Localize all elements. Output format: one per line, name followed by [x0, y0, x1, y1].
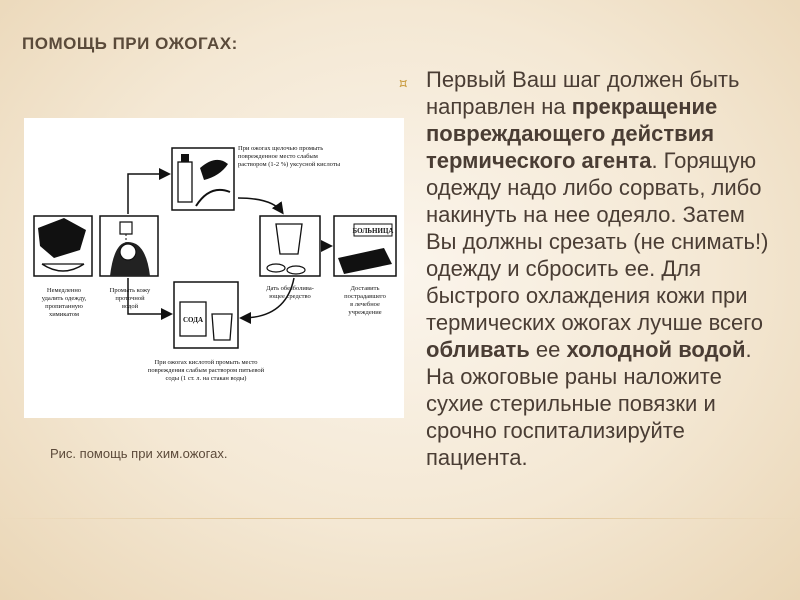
svg-text:повреждения слабым раствором п: повреждения слабым раствором питьевой: [147, 367, 265, 374]
bottle-icon: [178, 162, 192, 202]
bullet-text: [426, 66, 778, 471]
svg-text:удалить одежду,: удалить одежду,: [41, 295, 87, 302]
svg-text:поврежденное место слабым: поврежденное место слабым: [238, 153, 318, 160]
svg-text:При ожогах кислотой промыть ме: При ожогах кислотой промыть место: [154, 359, 258, 366]
pill-icon: [287, 266, 305, 274]
svg-text:проточной: проточной: [115, 295, 145, 302]
bullet-segment: . На ожоговые раны наложите сухие стерильные повязки и срочно госпитализируйте пациента.: [426, 337, 752, 470]
bullet-emphasis: прекращение повреждающего действия термического агента: [426, 94, 718, 173]
svg-text:Дать обезболива-: Дать обезболива-: [266, 285, 314, 292]
arrow-rinse-to-alkali: [128, 174, 168, 214]
label-remove-clothes: [42, 287, 87, 318]
label-acid: [148, 359, 265, 382]
bullet-icon: ⯏: [398, 75, 409, 91]
svg-text:пропитанную: пропитанную: [45, 303, 83, 310]
bullet-emphasis: обливать: [426, 337, 530, 362]
bullet-block: [398, 66, 778, 471]
figure-caption: Рис. помощь при хим.ожогах.: [50, 446, 228, 461]
svg-text:При ожогах щелочью промыть: При ожогах щелочью промыть: [238, 145, 324, 152]
svg-text:учреждение: учреждение: [348, 309, 382, 316]
label-alkali: [238, 145, 341, 168]
svg-text:водой: водой: [121, 303, 139, 310]
svg-text:соды (1 ст. л. на стакан воды): соды (1 ст. л. на стакан воды): [165, 375, 247, 382]
divider-line: [0, 518, 800, 519]
svg-text:раствором (1-2 %) уксусной кис: раствором (1-2 %) уксусной кислоты: [238, 161, 341, 168]
pill-icon: [267, 264, 285, 272]
arrow-alkali-to-analgesic: [238, 198, 282, 212]
soda-label: СОДА: [182, 316, 204, 324]
svg-text:химикатом: химикатом: [48, 311, 80, 318]
label-rinse: [110, 287, 151, 310]
svg-text:Промыть кожу: Промыть кожу: [109, 287, 151, 294]
svg-text:в лечебное: в лечебное: [350, 301, 380, 308]
glass-icon: [276, 224, 302, 254]
label-hospital: [344, 285, 386, 316]
glass-icon: [212, 314, 232, 340]
svg-text:пострадавшего: пострадавшего: [344, 293, 386, 300]
bullet-segment: Первый Ваш шаг должен быть направлен на: [426, 67, 740, 119]
diagram-canvas: [24, 118, 404, 418]
svg-text:ющее средство: ющее средство: [269, 293, 311, 300]
first-aid-diagram: [24, 118, 404, 418]
label-analgesic: [266, 285, 314, 300]
svg-text:Немедленно: Немедленно: [46, 287, 82, 294]
bullet-segment: ее: [529, 337, 567, 362]
slide-title: ПОМОЩЬ ПРИ ОЖОГАХ:: [22, 34, 238, 53]
bullet-emphasis: холодной водой: [566, 337, 746, 362]
hospital-sign-text: БОЛЬНИЦА: [352, 227, 394, 235]
bullet-segment: . Горящую одежду надо либо сорвать, либо накинуть на нее одеяло. Затем Вы должны срезать (не снимать!) одежду и сбросить ее. Для быстрого охлаждения кожи при термических ожогах лучше всего: [426, 148, 769, 335]
svg-text:Доставить: Доставить: [350, 285, 380, 292]
